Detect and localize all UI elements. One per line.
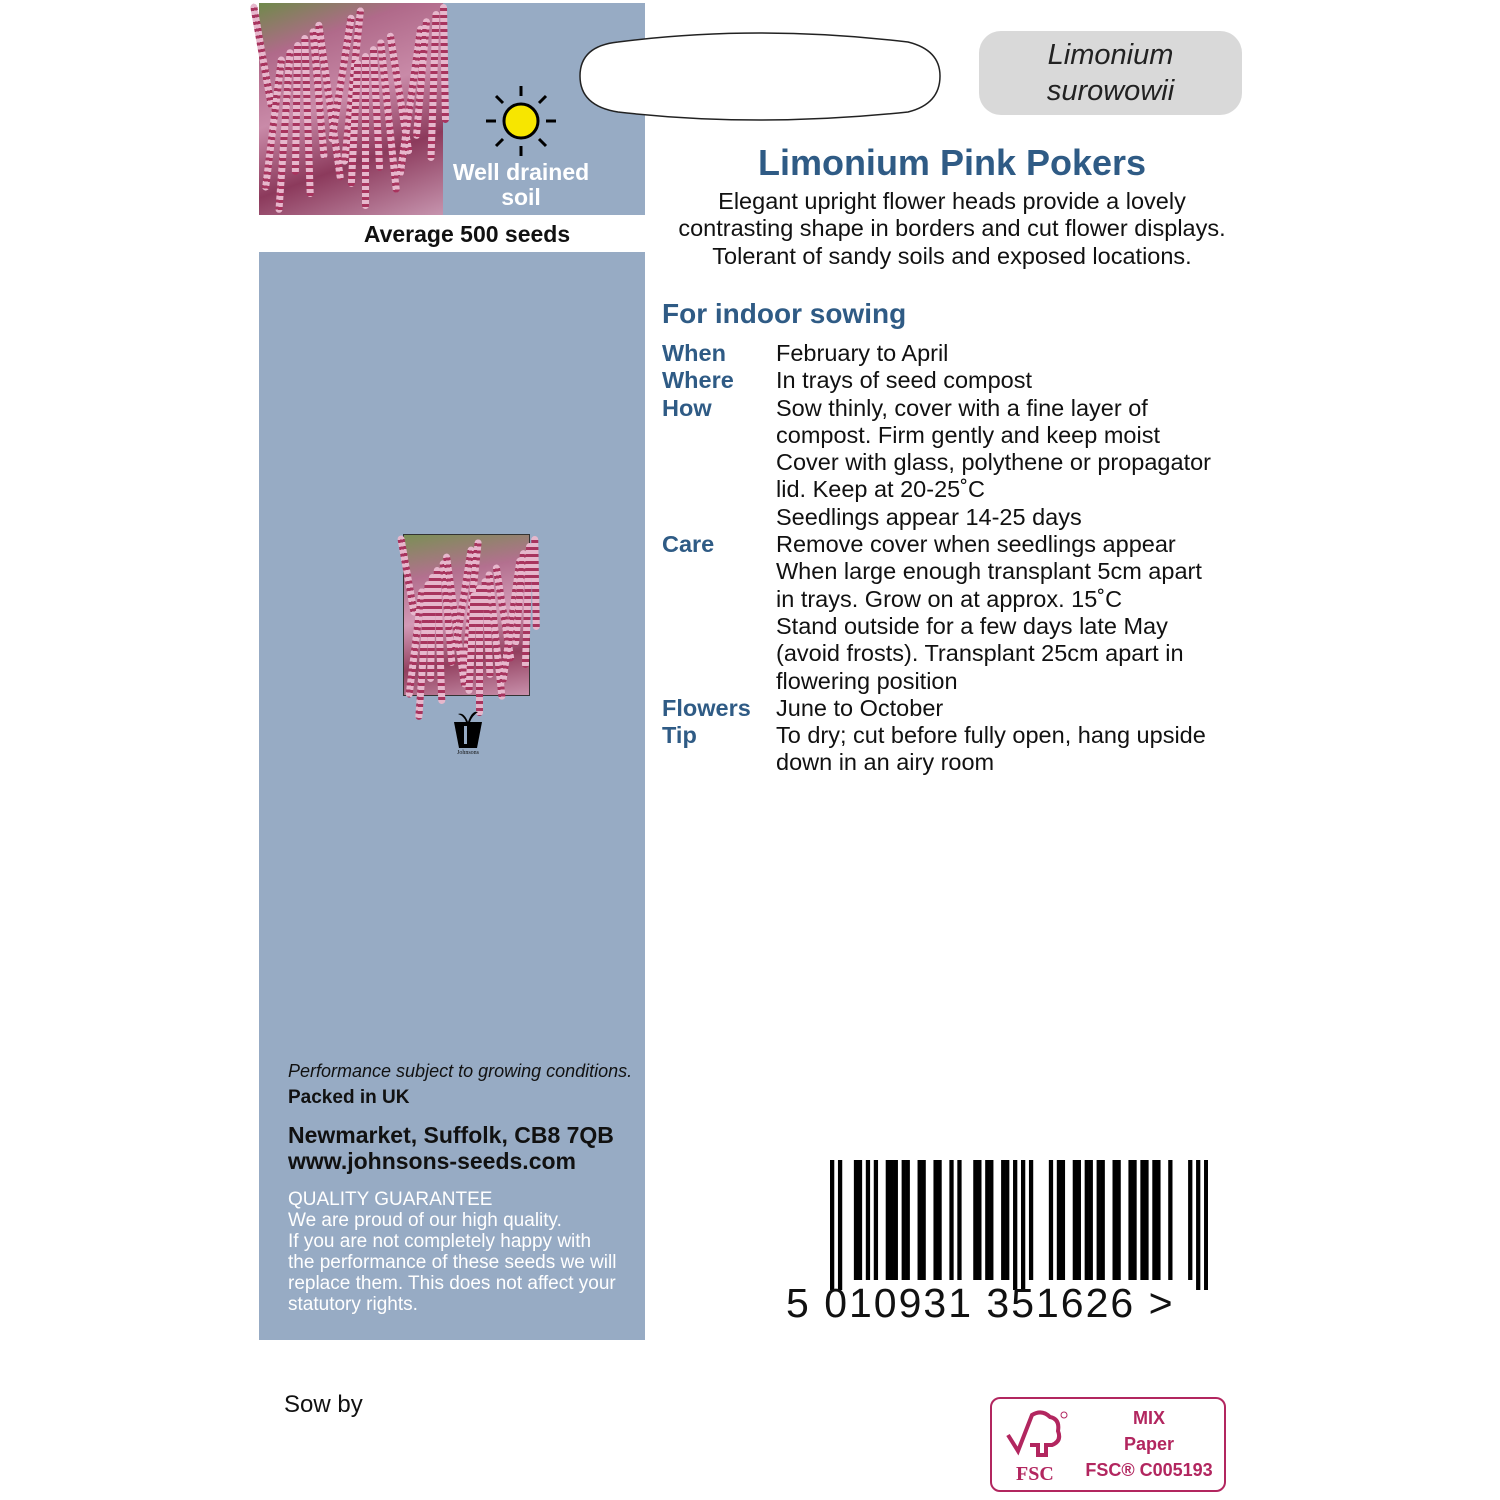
barcode-bar <box>858 1160 862 1280</box>
row-value-line: Sow thinly, cover with a fine layer of <box>776 394 1148 421</box>
barcode-bar <box>918 1160 922 1280</box>
barcode-bar <box>890 1160 894 1280</box>
row-value-line: flowering position <box>776 667 958 694</box>
barcode-bar <box>894 1160 898 1280</box>
barcode-bar <box>854 1160 858 1280</box>
row-label: How <box>662 394 712 421</box>
fsc-tree-icon <box>1006 1409 1068 1461</box>
row-value-line: down in an airy room <box>776 749 995 776</box>
barcode-bar <box>886 1160 890 1280</box>
barcode-bar <box>1188 1160 1192 1280</box>
row-value-line: February to April <box>776 340 949 366</box>
address: Newmarket, Suffolk, CB8 7QB <box>288 1122 614 1148</box>
sowing-row-tip <box>662 722 1242 777</box>
barcode-bar <box>1005 1160 1009 1280</box>
barcode-bar <box>1001 1160 1005 1280</box>
barcode <box>830 1160 1208 1290</box>
row-value <box>776 531 1202 695</box>
flower-spike <box>476 585 483 716</box>
description-line: contrasting shape in borders and cut flower displays. <box>678 215 1226 242</box>
quality-guarantee <box>288 1189 638 1315</box>
row-value <box>776 395 1211 531</box>
sow-by-label: Sow by <box>284 1391 363 1418</box>
row-value-line: Seedlings appear 14-25 days <box>776 503 1082 530</box>
row-value <box>776 367 1032 394</box>
latin-name-badge <box>979 31 1242 115</box>
flower-spike <box>250 3 275 109</box>
barcode-bar <box>1116 1160 1120 1280</box>
barcode-bar <box>1168 1160 1172 1280</box>
barcode-bar <box>949 1160 953 1280</box>
row-value-line: Remove cover when seedlings appear <box>776 531 1176 558</box>
barcode-bar <box>977 1160 981 1280</box>
description <box>660 188 1244 270</box>
fsc-badge <box>990 1397 1226 1492</box>
sowing-row-flowers <box>662 695 1242 722</box>
barcode-bar <box>1144 1160 1148 1280</box>
row-label: When <box>662 340 726 366</box>
sowing-heading: For indoor sowing <box>662 298 907 329</box>
sowing-row-where <box>662 367 1242 394</box>
guarantee-line: If you are not completely happy with <box>288 1231 592 1252</box>
latin-line: surowowii <box>1046 75 1175 107</box>
product-title: Limonium Pink Pokers <box>757 142 1147 183</box>
fsc-mix: MIX <box>1132 1408 1165 1428</box>
row-value-line: Cover with glass, polythene or propagator <box>776 449 1211 476</box>
barcode-bar <box>1132 1160 1136 1280</box>
flower-photo <box>259 3 443 215</box>
barcode-bar <box>985 1160 989 1280</box>
row-value-line: To dry; cut before fully open, hang upside <box>776 722 1206 749</box>
sowing-row-care <box>662 531 1242 695</box>
barcode-bar <box>957 1160 961 1280</box>
fsc-code: FSC® C005193 <box>1085 1460 1213 1480</box>
barcode-bar <box>1049 1160 1053 1280</box>
seed-count: Average 500 seeds <box>259 215 645 252</box>
barcode-bar <box>866 1160 870 1280</box>
row-value-line: compost. Firm gently and keep moist <box>776 421 1160 448</box>
barcode-bar <box>1113 1160 1117 1280</box>
guarantee-line: replace them. This does not affect your <box>288 1273 616 1294</box>
website-link[interactable]: www.johnsons-seeds.com <box>288 1148 576 1174</box>
row-value-line: When large enough transplant 5cm apart <box>776 558 1202 585</box>
description-line: Elegant upright flower heads provide a lovely <box>718 188 1186 214</box>
barcode-bar <box>922 1160 926 1280</box>
description-line: Tolerant of sandy soils and exposed locations. <box>712 242 1192 269</box>
flower-thumbnail <box>403 534 530 696</box>
flower-spike <box>291 42 300 175</box>
barcode-bar <box>1097 1160 1101 1280</box>
soil-line: Well drained <box>452 159 590 185</box>
barcode-bar <box>1204 1160 1208 1290</box>
barcode-bar <box>1085 1160 1089 1280</box>
packed-in: Packed in UK <box>288 1087 410 1108</box>
barcode-bar <box>838 1160 842 1290</box>
row-value <box>776 695 943 722</box>
barcode-bar <box>830 1160 834 1290</box>
barcode-bar <box>1128 1160 1132 1280</box>
row-label: Where <box>662 367 734 394</box>
row-value-line: In trays of seed compost <box>776 367 1033 394</box>
barcode-bar <box>1013 1160 1017 1290</box>
fsc-paper: Paper <box>1123 1434 1175 1454</box>
barcode-bar <box>933 1160 937 1280</box>
guarantee-line: We are proud of our high quality. <box>288 1210 562 1231</box>
sowing-table <box>662 340 1242 777</box>
barcode-bar <box>1156 1160 1160 1280</box>
row-value <box>776 722 1206 777</box>
barcode-bar <box>874 1160 878 1280</box>
barcode-bar <box>1029 1160 1033 1280</box>
row-value <box>776 340 948 367</box>
barcode-bar <box>1089 1160 1093 1280</box>
row-value-line: June to October <box>776 694 944 721</box>
row-value-line: Stand outside for a few days late May <box>776 612 1168 639</box>
barcode-bar <box>1077 1160 1081 1280</box>
sowing-row-when <box>662 340 1242 367</box>
barcode-bar <box>1061 1160 1065 1280</box>
row-label: Tip <box>662 722 697 749</box>
barcode-bar <box>902 1160 906 1280</box>
hang-tab-cutout <box>578 28 942 124</box>
barcode-bar <box>989 1160 993 1280</box>
guarantee-line: statutory rights. <box>288 1294 418 1315</box>
row-label: Flowers <box>662 694 751 721</box>
barcode-digits: 5 010931 351626 > <box>786 1280 1175 1326</box>
row-value-line: (avoid frosts). Transplant 25cm apart in <box>776 640 1184 667</box>
guarantee-title: QUALITY GUARANTEE <box>288 1189 493 1210</box>
barcode-bar <box>1140 1160 1144 1280</box>
fsc-wordmark: FSC <box>1016 1463 1054 1485</box>
row-value-line: lid. Keep at 20-25˚C <box>776 476 986 503</box>
barcode-bar <box>906 1160 910 1280</box>
address-block <box>288 1122 614 1174</box>
barcode-bar <box>1101 1160 1105 1280</box>
soil-line: soil <box>501 184 541 210</box>
row-label: Care <box>662 531 715 558</box>
guarantee-line: the performance of these seeds we will <box>288 1252 617 1273</box>
row-value-line: in trays. Grow on at approx. 15˚C <box>776 585 1123 612</box>
flower-spike <box>362 53 369 209</box>
barcode-bar <box>973 1160 977 1280</box>
logo-text: Johnsons <box>456 750 479 756</box>
barcode-bar <box>1073 1160 1077 1280</box>
sowing-row-how <box>662 395 1242 531</box>
barcode-bar <box>937 1160 941 1280</box>
sun-icon <box>484 84 558 158</box>
barcode-bar <box>1152 1160 1156 1280</box>
soil-label <box>443 160 599 210</box>
performance-note: Performance subject to growing conditions. <box>288 1061 633 1081</box>
latin-line: Limonium <box>1047 39 1174 71</box>
barcode-bar <box>1196 1160 1200 1290</box>
barcode-bar <box>1021 1160 1025 1290</box>
barcode-bar <box>1057 1160 1061 1280</box>
